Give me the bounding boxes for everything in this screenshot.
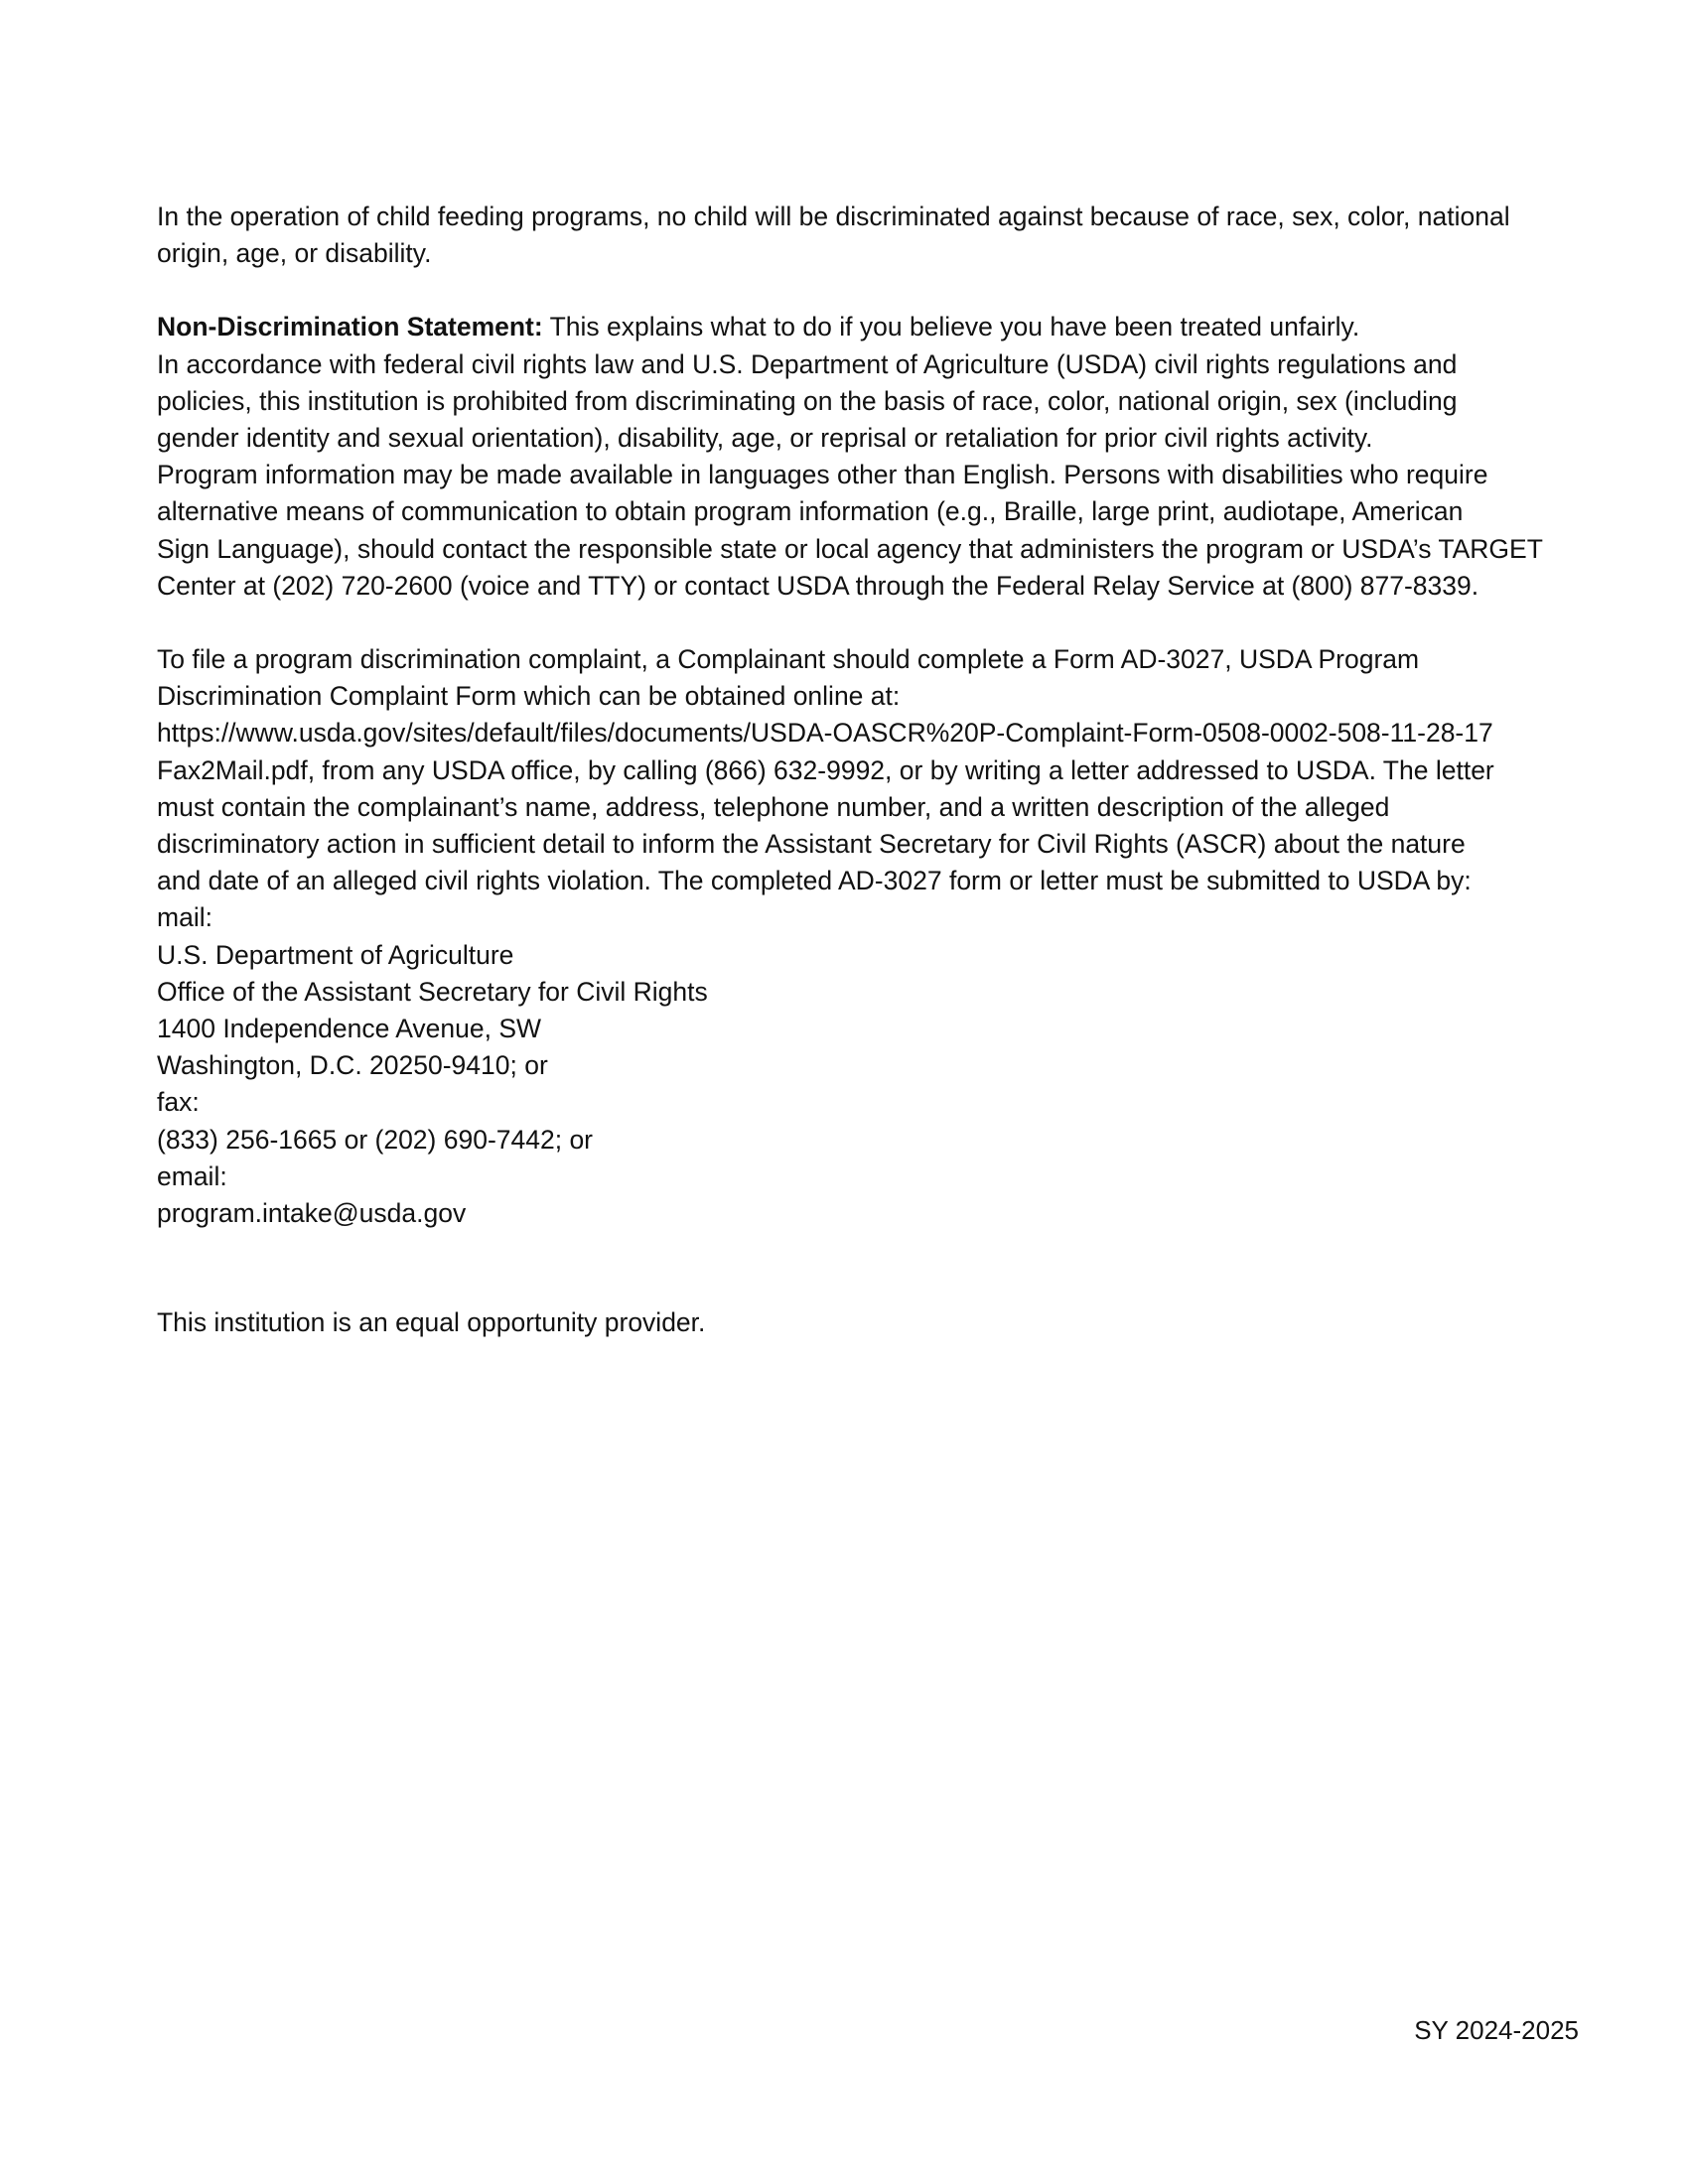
complaint-line: Fax2Mail.pdf, from any USDA office, by calling (866) 632-9992, or by writing a letter addressed to USDA. The letter (157, 754, 1494, 785)
address-line: Office of the Assistant Secretary for Civil Rights (157, 976, 708, 1007)
statement-heading: Non-Discrimination Statement: (157, 312, 543, 342)
closing-statement (157, 1304, 1579, 1341)
statement-line: Program information may be made available in languages other than English. Persons with disabilities who require (157, 460, 1488, 490)
statement-line: In accordance with federal civil rights law and U.S. Department of Agriculture (USDA) civil rights regulations and (157, 348, 1458, 379)
address-line: U.S. Department of Agriculture (157, 939, 514, 970)
fax-label: fax: (157, 1087, 200, 1118)
statement-line: gender identity and sexual orientation), disability, age, or reprisal or retaliation for prior civil rights activity. (157, 423, 1373, 454)
statement-line: alternative means of communication to obtain program information (e.g., Braille, large print, audiotape, American (157, 496, 1464, 527)
statement-heading-line (157, 309, 1579, 345)
mail-label: mail: (157, 902, 212, 933)
complaint-line: and date of an alleged civil rights violation. The completed AD-3027 form or letter must be submitted to USDA by: (157, 866, 1472, 896)
intro-line: origin, age, or disability. (157, 238, 432, 269)
email-address[interactable]: program.intake@usda.gov (157, 1198, 467, 1229)
closing-line: This institution is an equal opportunity provider. (157, 1307, 706, 1338)
address-line: 1400 Independence Avenue, SW (157, 1014, 542, 1044)
statement-line: policies, this institution is prohibited from discriminating on the basis of race, color, national origin, sex (including (157, 385, 1458, 416)
complaint-line: discriminatory action in sufficient detail to inform the Assistant Secretary for Civil Rights (ASCR) about the nature (157, 829, 1466, 860)
address-line: Washington, D.C. 20250-9410; or (157, 1050, 548, 1081)
intro-line: In the operation of child feeding programs, no child will be discriminated against because of race, sex, color, national (157, 202, 1510, 231)
document-page (157, 199, 1579, 1341)
footer-school-year: SY 2024-2025 (1414, 2015, 1579, 2045)
intro-paragraph (157, 199, 1579, 272)
complaint-paragraph (157, 641, 1579, 1232)
complaint-line: Discrimination Complaint Form which can be obtained online at: (157, 681, 901, 712)
fax-numbers: (833) 256-1665 or (202) 690-7442; or (157, 1124, 594, 1155)
complaint-line: must contain the complainant’s name, address, telephone number, and a written description of the alleged (157, 791, 1390, 822)
statement-heading-rest: This explains what to do if you believe you have been treated unfairly. (542, 312, 1360, 342)
complaint-form-url[interactable]: https://www.usda.gov/sites/default/files/documents/USDA-OASCR%20P-Complaint-Form-0508-0002-508-11-28-17 (157, 718, 1493, 749)
non-discrimination-statement (157, 309, 1579, 605)
complaint-line: To file a program discrimination complaint, a Complainant should complete a Form AD-3027, USDA Program (157, 644, 1420, 675)
statement-line: Center at (202) 720-2600 (voice and TTY) or contact USDA through the Federal Relay Service at (800) 877-8339. (157, 570, 1479, 601)
statement-line: Sign Language), should contact the responsible state or local agency that administers the program or USDA’s TARGET (157, 533, 1543, 564)
email-label: email: (157, 1160, 227, 1191)
